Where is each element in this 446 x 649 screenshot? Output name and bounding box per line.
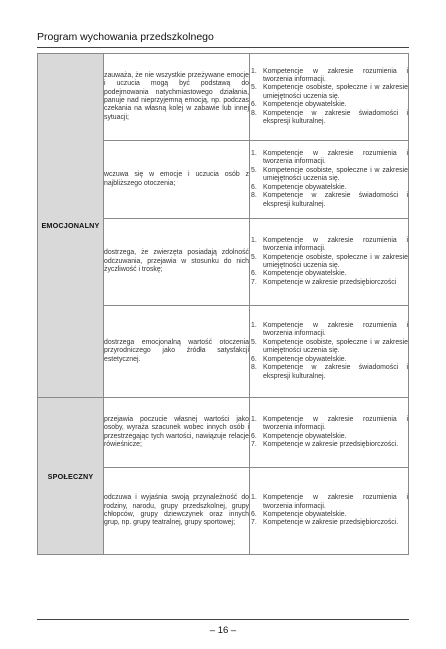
footer-rule (37, 619, 409, 620)
competency-item: 8. Kompetencje w zakresie świadomości i ekspresji kulturalnej. (251, 364, 408, 380)
program-table (37, 53, 409, 555)
table-row (38, 54, 409, 141)
goal-cell: dostrzega emocjonalną wartość otoczenia przyrodniczego jako źródła satysfakcji estetycznej. (104, 306, 250, 398)
competency-cell (250, 141, 409, 219)
competency-list (250, 322, 408, 381)
domain-cell-emotional: EMOCJONALNY (38, 54, 104, 398)
competency-cell (250, 468, 409, 555)
competency-item: 1. Kompetencje w zakresie rozumienia i tworzenia informacji. (251, 67, 408, 83)
competency-item: 6. Kompetencje obywatelskie. (251, 511, 347, 518)
competency-item: 6. Kompetencje obywatelskie. (251, 183, 347, 191)
running-header: Program wychowania przedszkolnego (37, 31, 214, 43)
header-rule (37, 47, 409, 48)
competency-item: 5. Kompetencje osobiste, społeczne i w zakresie umiejętności uczenia się. (251, 338, 408, 355)
competency-item: 1. Kompetencje w zakresie rozumienia i tworzenia informacji. (251, 150, 408, 166)
competency-item: 8. Kompetencje w zakresie świadomości i ekspresji kulturalnej. (251, 109, 408, 126)
competency-item: 5. Kompetencje osobiste, społeczne i w zakresie umiejętności uczenia się. (251, 84, 408, 100)
page-number: – 16 – (209, 625, 237, 636)
competency-list (250, 237, 408, 287)
competency-item: 5. Kompetencje osobiste, społeczne i w zakresie umiejętności uczenia się. (251, 253, 408, 269)
competency-cell (250, 219, 409, 306)
domain-cell-social: SPOŁECZNY (38, 398, 104, 555)
competency-cell (250, 54, 409, 141)
competency-cell (250, 306, 409, 398)
competency-item: 6. Kompetencje obywatelskie. (251, 101, 347, 109)
competency-item: 6. Kompetencje obywatelskie. (251, 432, 347, 440)
competency-item: 1. Kompetencje w zakresie rozumienia i tworzenia informacji. (251, 322, 408, 338)
competency-list (250, 68, 408, 127)
competency-item: 6. Kompetencje obywatelskie. (251, 270, 347, 278)
table-row (38, 398, 409, 468)
competency-item: 8. Kompetencje w zakresie świadomości i ekspresji kulturalnej. (251, 192, 408, 208)
competency-list (250, 416, 408, 450)
competency-list (250, 150, 408, 209)
goal-cell: zauważa, że nie wszystkie przeżywane emocje i uczucia mogą być podstawą do podejmowania natychmiastowego działania, panuje nad nieprzyjemną emocją, np. podczas czekania na własną kolej w zabawie lub innej sytuacji; (104, 54, 250, 141)
competency-item: 7. Kompetencje w zakresie przedsiębiorczości (251, 278, 397, 286)
competency-item: 5. Kompetencje osobiste, społeczne i w zakresie umiejętności uczenia się. (251, 166, 408, 183)
competency-item: 1. Kompetencje w zakresie rozumienia i tworzenia informacji. (251, 236, 408, 253)
competency-list (250, 494, 408, 528)
competency-cell (250, 398, 409, 468)
competency-item: 7. Kompetencje w zakresie przedsiębiorczości. (251, 440, 399, 448)
competency-item: 7. Kompetencje w zakresie przedsiębiorczości. (251, 519, 399, 527)
goal-cell: wczuwa się w emocje i uczucia osób z najbliższego otoczenia; (104, 141, 250, 219)
goal-cell: przejawia poczucie własnej wartości jako osoby, wyraża szacunek wobec innych osób i przestrzegając tych wartości, nawiązuje relacje rówieśnicze; (104, 398, 250, 468)
goal-cell: dostrzega, że zwierzęta posiadają zdolność odczuwania, przejawia w stosunku do nich życzliwość i troskę; (104, 219, 250, 306)
competency-item: 1. Kompetencje w zakresie rozumienia i tworzenia informacji. (251, 494, 408, 510)
competency-item: 1. Kompetencje w zakresie rozumienia i tworzenia informacji. (251, 415, 408, 432)
goal-cell: odczuwa i wyjaśnia swoją przynależność do rodziny, narodu, grupy przedszkolnej, grupy chłopców, grupy dziewczynek oraz innych grup, np. grupy teatralnej, grupy sportowej; (104, 468, 250, 555)
competency-item: 6. Kompetencje obywatelskie. (251, 355, 347, 363)
